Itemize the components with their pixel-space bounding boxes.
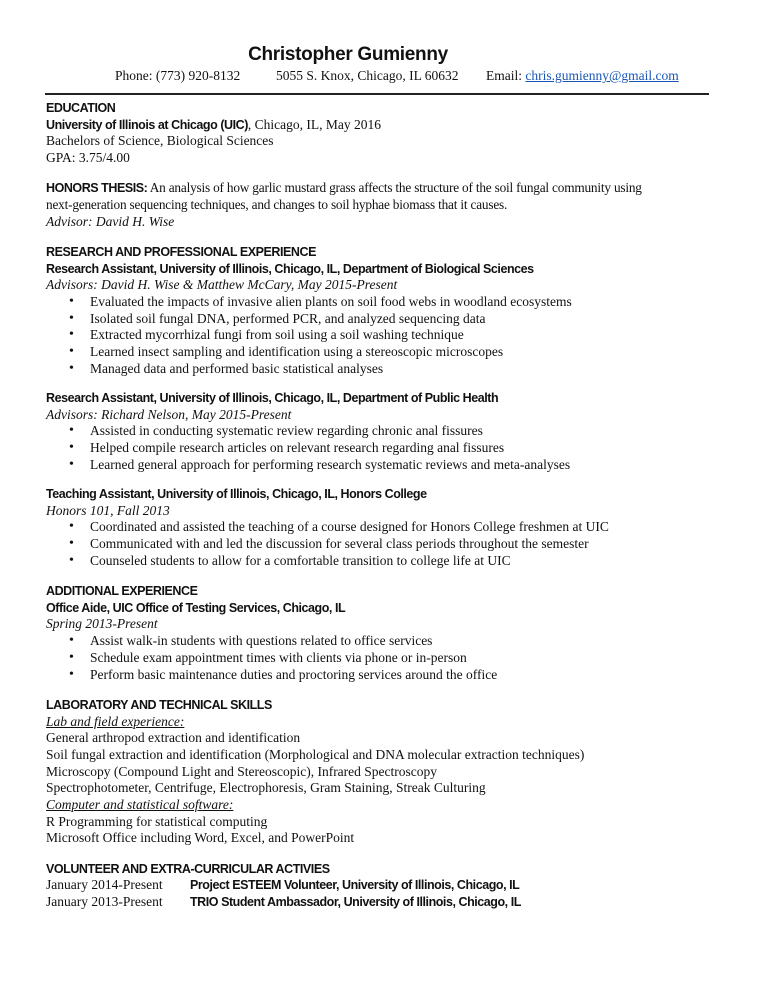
computer-skills-label: Computer and statistical software: (46, 797, 234, 813)
bullet-item: • Extracted mycorrhizal fungi from soil using a soil washing technique (46, 327, 722, 344)
position-entry (46, 486, 722, 570)
position-bullets (46, 423, 722, 473)
volunteer-row (46, 894, 722, 911)
lab-skill: Microscopy (Compound Light and Stereoscopic), Infrared Spectroscopy (46, 763, 438, 779)
bullet-item: • Evaluated the impacts of invasive alien plants on soil food webs in woodland ecosystems (46, 294, 722, 311)
position-bullets (46, 519, 722, 569)
header-divider (45, 93, 709, 95)
school-line (46, 117, 722, 134)
bullet-item: • Counseled students to allow for a comfortable transition to college life at UIC (46, 553, 722, 570)
additional-bullets (46, 633, 722, 683)
school-name: University of Illinois at Chicago (UIC) (46, 117, 248, 132)
research-section (46, 244, 722, 570)
thesis-line (46, 180, 722, 197)
lab-skill: General arthropod extraction and identification (46, 730, 301, 746)
bullet-item: • Learned insect sampling and identification using a stereoscopic microscopes (46, 344, 722, 361)
position-entry (46, 390, 722, 474)
education-heading: EDUCATION (46, 101, 116, 115)
lab-skills-label: Lab and field experience: (46, 713, 185, 729)
bullet-item: • Assist walk-in students with questions related to office services (46, 633, 722, 650)
skills-section (46, 697, 722, 847)
position-advisors: Advisors: David H. Wise & Matthew McCary, May 2015-Present (46, 277, 398, 293)
lab-skill: Spectrophotometer, Centrifuge, Electrophoresis, Gram Staining, Streak Culturing (46, 780, 486, 796)
email-line (486, 68, 679, 84)
degree: Bachelors of Science, Biological Sciences (46, 133, 274, 149)
bullet-item: • Helped compile research articles on relevant research regarding anal fissures (46, 440, 722, 457)
computer-skill: Microsoft Office including Word, Excel, and PowerPoint (46, 830, 355, 846)
volunteer-title: TRIO Student Ambassador, University of Illinois, Chicago, IL (190, 895, 521, 910)
position-bullets (46, 294, 722, 378)
gpa: GPA: 3.75/4.00 (46, 150, 130, 166)
school-detail: , Chicago, IL, May 2016 (247, 116, 382, 132)
volunteer-section (46, 861, 722, 911)
phone-number: Phone: (773) 920-8132 (115, 68, 241, 83)
additional-title: Office Aide, UIC Office of Testing Services, Chicago, IL (46, 600, 346, 615)
email-label: Email: (486, 68, 522, 83)
thesis-text-2: next-generation sequencing techniques, and changes to soil hyphae biomass that it causes. (46, 197, 508, 213)
volunteer-heading: VOLUNTEER AND EXTRA-CURRICULAR ACTIVIES (46, 861, 330, 876)
bullet-item: • Managed data and performed basic statistical analyses (46, 361, 722, 378)
bullet-item: • Perform basic maintenance duties and proctoring services around the office (46, 667, 722, 684)
home-address: 5055 S. Knox, Chicago, IL 60632 (276, 68, 459, 83)
bullet-item: • Assisted in conducting systematic review regarding chronic anal fissures (46, 423, 722, 440)
thesis-text-1: An analysis of how garlic mustard grass affects the structure of the soil fungal community using (147, 180, 642, 196)
position-title: Teaching Assistant, University of Illinois, Chicago, IL, Honors College (46, 487, 427, 502)
thesis-label: HONORS THESIS: (46, 181, 148, 196)
position-entry (46, 261, 722, 378)
volunteer-row (46, 877, 722, 894)
position-advisors: Advisors: Richard Nelson, May 2015-Present (46, 406, 292, 422)
thesis-advisor: Advisor: David H. Wise (46, 213, 175, 229)
volunteer-title: Project ESTEEM Volunteer, University of Illinois, Chicago, IL (190, 878, 520, 893)
computer-skill: R Programming for statistical computing (46, 813, 268, 829)
position-title: Research Assistant, University of Illinois, Chicago, IL, Department of Biological Sciences (46, 261, 534, 276)
email-link[interactable]: chris.gumienny@gmail.com (525, 68, 679, 83)
position-term: Honors 101, Fall 2013 (46, 502, 170, 518)
thesis-section (46, 180, 722, 230)
volunteer-date: January 2014-Present (46, 877, 163, 893)
resume-body (46, 100, 722, 911)
position-title: Research Assistant, University of Illinois, Chicago, IL, Department of Public Health (46, 391, 499, 406)
additional-section (46, 583, 722, 683)
bullet-item: • Coordinated and assisted the teaching of a course designed for Honors College freshmen at UIC (46, 519, 722, 536)
bullet-item: • Learned general approach for performing research systematic reviews and meta-analyses (46, 457, 722, 474)
bullet-item: • Schedule exam appointment times with clients via phone or in-person (46, 650, 722, 667)
research-heading: RESEARCH AND PROFESSIONAL EXPERIENCE (46, 244, 316, 259)
additional-heading: ADDITIONAL EXPERIENCE (46, 584, 198, 599)
skills-heading: LABORATORY AND TECHNICAL SKILLS (46, 697, 272, 712)
education-section (46, 100, 722, 167)
additional-term: Spring 2013-Present (46, 616, 158, 632)
volunteer-date: January 2013-Present (46, 894, 163, 910)
lab-skill: Soil fungal extraction and identification (Morphological and DNA molecular extraction techniques) (46, 746, 585, 762)
candidate-name: Christopher Gumienny (248, 44, 448, 65)
bullet-item: • Communicated with and led the discussion for several class periods throughout the semester (46, 536, 722, 553)
bullet-item: • Isolated soil fungal DNA, performed PCR, and analyzed sequencing data (46, 311, 722, 328)
